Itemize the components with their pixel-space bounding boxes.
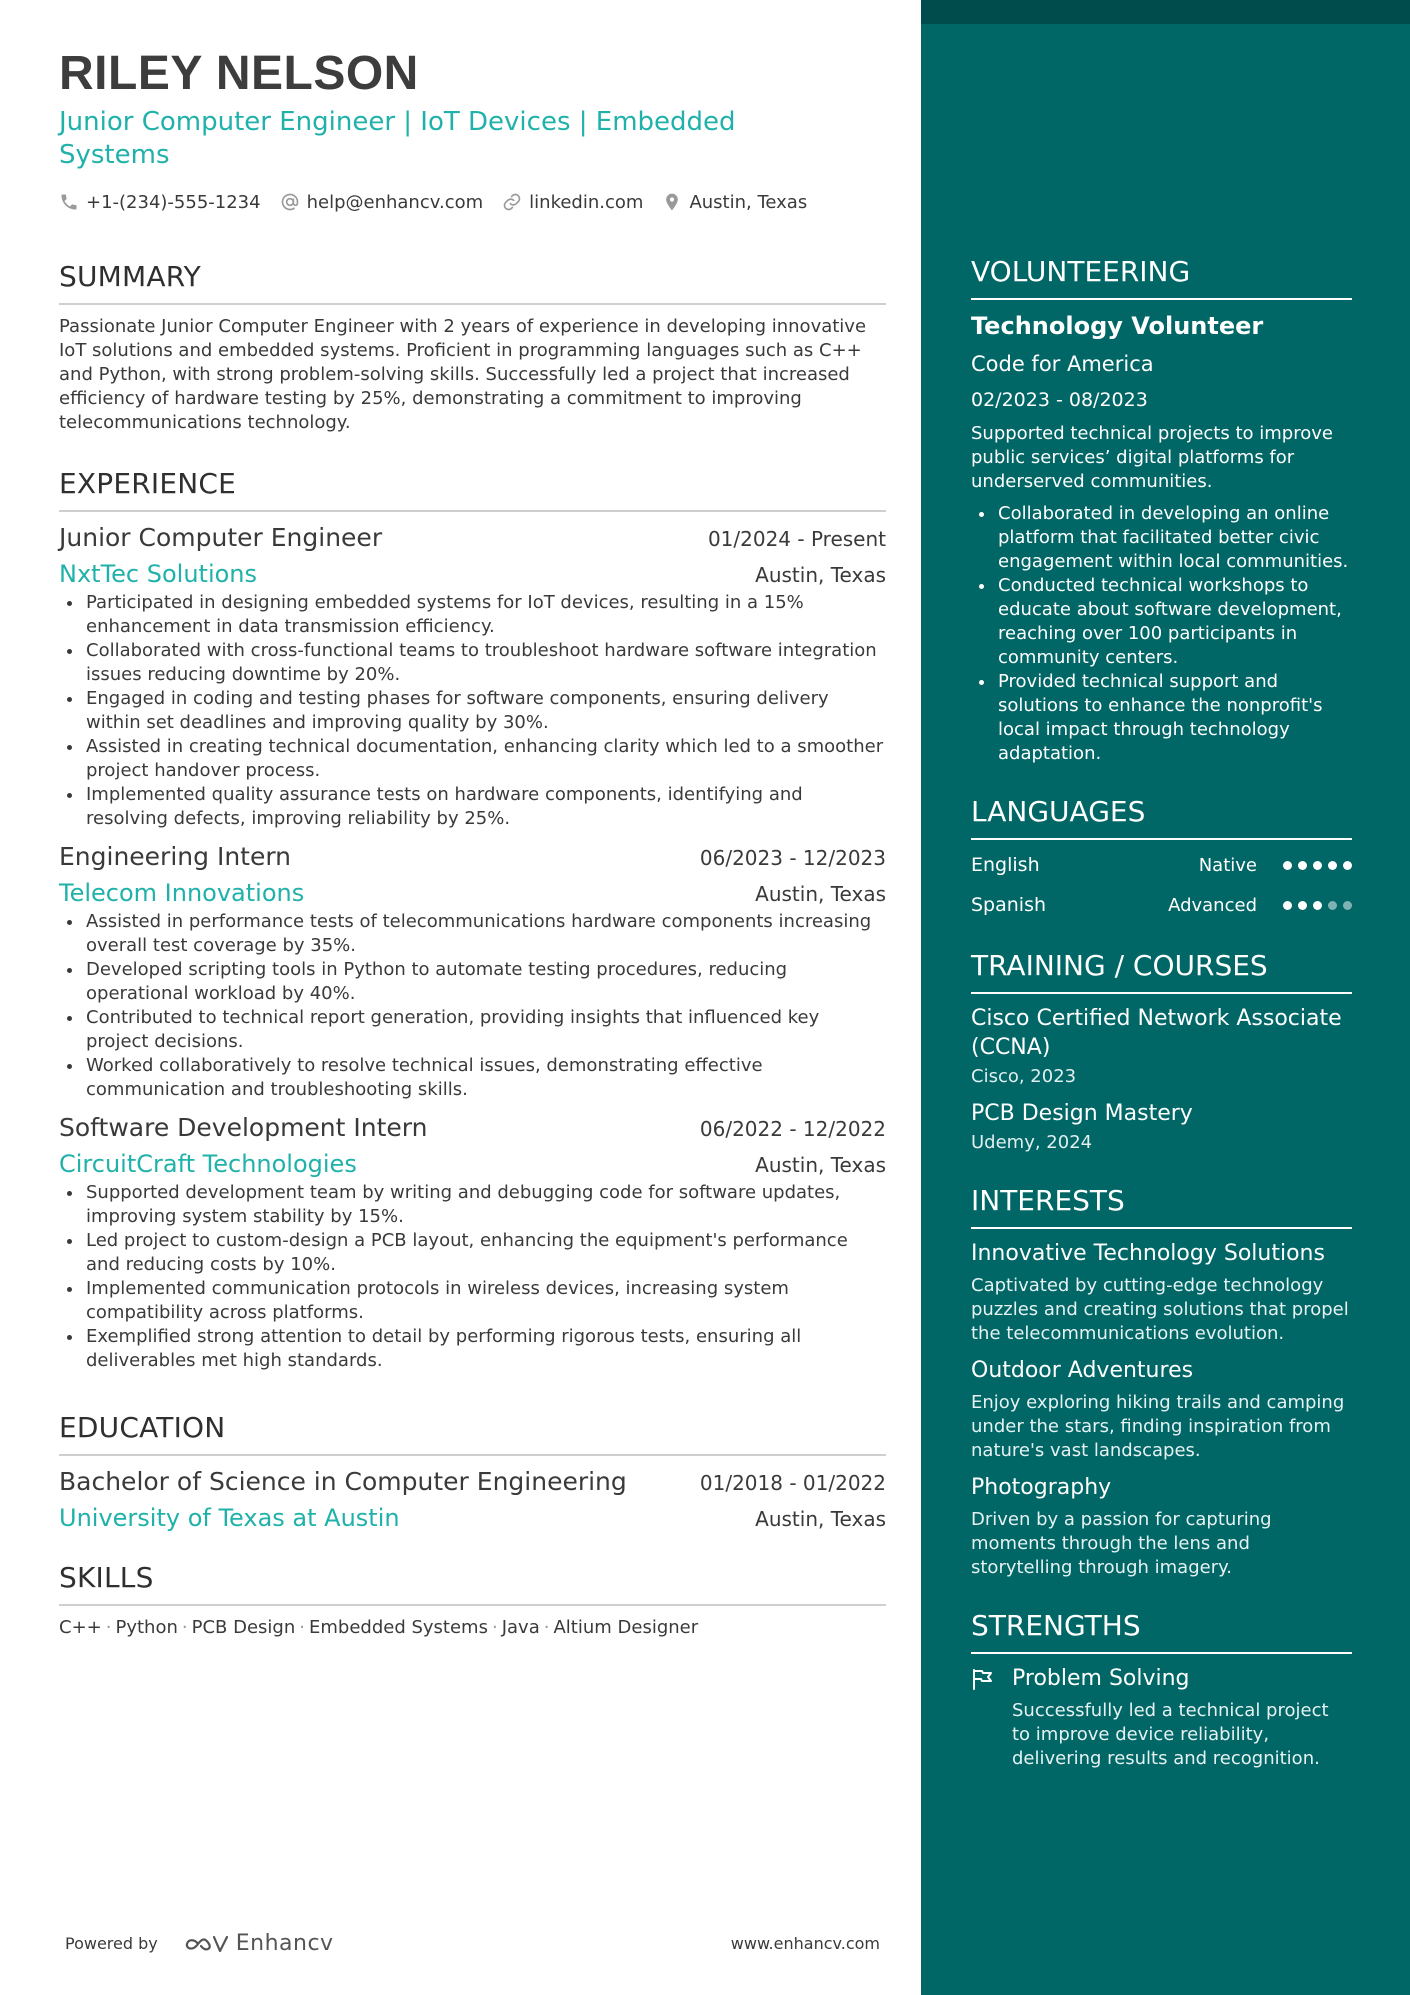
degree-name: Bachelor of Science in Computer Engineering [59,1467,627,1496]
language-name: English [971,854,1040,876]
strengths-section [971,1608,1352,1771]
course-name: PCB Design Mastery [971,1101,1193,1126]
bullet-item: Conducted technical workshops to educate about software development, reaching over 100 participants in community centers. [971,574,1352,670]
flag-icon [971,1668,995,1690]
rating-dot-empty [1328,901,1337,910]
education-entry [59,1466,886,1534]
volunteering-section [971,254,1352,766]
job-title: Software Development Intern [59,1113,428,1142]
phone-icon [59,192,79,212]
brand-name: Enhancv [235,1931,334,1956]
company-name: Telecom Innovations [59,879,305,907]
at-icon [280,192,300,212]
volunteer-bullets [971,502,1352,766]
section-title: SUMMARY [59,259,886,305]
course-item [971,1099,1352,1155]
bullet-item: Contributed to technical report generation, providing insights that influenced key project decisions. [59,1006,886,1054]
rating-dot-filled [1328,861,1337,870]
course-name: Cisco Certified Network Associate (CCNA) [971,1006,1342,1060]
summary-text: Passionate Junior Computer Engineer with 2 years of experience in developing innovative IoT solutions and embedded systems. Proficient in programming languages such as C++ and Python, with strong problem-solving skills. Successfully led a project that increased efficiency of hardware testing by 25%, demonstrating a commitment to improving telecommunications technology. [59,316,867,433]
section-title: STRENGTHS [971,1608,1352,1654]
volunteer-role: Technology Volunteer [971,312,1264,340]
company-name: CircuitCraft Technologies [59,1150,357,1178]
interest-name: Innovative Technology Solutions [971,1241,1325,1266]
bullet-item: Collaborated in developing an online platform that facilitated better civic engagement within local communities. [971,502,1352,574]
language-item [971,850,1352,880]
skill-item: PCB Design [191,1617,296,1638]
bullet-item: Assisted in creating technical documentation, enhancing clarity which led to a smoother project handover process. [59,735,886,783]
rating-dot-filled [1313,901,1322,910]
job-bullets [59,1181,886,1373]
enhancv-logo-icon [184,1932,230,1956]
bullet-item: Exemplified strong attention to detail by performing rigorous tests, ensuring all deliverables met high standards. [59,1325,886,1373]
job-header [59,1112,886,1144]
sidebar [921,0,1410,1995]
education-header [59,1466,886,1498]
job-title: Engineering Intern [59,842,292,871]
strength-description: Successfully led a technical project to improve device reliability, delivering results and recognition. [1012,1700,1329,1769]
company-name: NxtTec Solutions [59,560,258,588]
interest-item [971,1473,1352,1580]
bullet-item: Led project to custom-design a PCB layout, enhancing the equipment's performance and reducing costs by 10%. [59,1229,886,1277]
section-title: EDUCATION [59,1410,886,1456]
skill-item: Java [501,1617,540,1638]
bullet-item: Developed scripting tools in Python to automate testing procedures, reducing operational workload by 40%. [59,958,886,1006]
bullet-item: Provided technical support and solutions to enhance the nonprofit's local impact through technology adaptation. [971,670,1352,766]
section-title: INTERESTS [971,1183,1352,1229]
experience-section [59,466,886,1373]
bullet-item: Participated in designing embedded systems for IoT devices, resulting in a 15% enhancement in data transmission efficiency. [59,591,886,639]
page-footer [65,1931,880,1956]
volunteer-description: Supported technical projects to improve public services’ digital platforms for underserved communities. [971,423,1333,492]
school-name: University of Texas at Austin [59,1504,400,1532]
bullet-item: Implemented communication protocols in wireless devices, increasing system compatibility across platforms. [59,1277,886,1325]
interest-item [971,1239,1352,1346]
job-subheader [59,873,886,909]
skill-item: Altium Designer [553,1617,699,1638]
volunteer-date: 02/2023 - 08/2023 [971,389,1148,411]
job-date: 06/2023 - 12/2023 [699,846,886,870]
location-text: Austin, Texas [689,191,808,213]
bullet-item: Implemented quality assurance tests on hardware components, identifying and resolving defects, improving reliability by 25%. [59,783,886,831]
summary-section [59,259,886,435]
language-rating [1277,861,1352,870]
main-content [59,44,886,1640]
interest-description: Captivated by cutting-edge technology puzzles and creating solutions that propel the telecommunications evolution. [971,1275,1349,1344]
contact-phone[interactable] [59,192,261,213]
course-item [971,1004,1352,1089]
linkedin-text: linkedin.com [529,191,644,213]
enhancv-logo[interactable] [184,1931,334,1956]
job-entry [59,522,886,831]
section-title: VOLUNTEERING [971,254,1352,300]
rating-dot-filled [1343,861,1352,870]
language-item [971,890,1352,920]
contact-linkedin[interactable] [502,192,643,213]
language-name: Spanish [971,894,1047,916]
bullet-item: Supported development team by writing and debugging code for software updates, improving system stability by 15%. [59,1181,886,1229]
language-level: Native [1198,854,1257,876]
school-location: Austin, Texas [755,1507,886,1531]
languages-section [971,794,1352,920]
contact-email[interactable] [280,192,484,213]
job-header [59,522,886,554]
education-subheader [59,1498,886,1534]
job-header [59,841,886,873]
education-section [59,1410,886,1534]
job-bullets [59,591,886,831]
course-meta: Udemy, 2024 [971,1132,1093,1153]
section-title: SKILLS [59,1560,886,1606]
section-title: LANGUAGES [971,794,1352,840]
rating-dot-filled [1283,901,1292,910]
job-location: Austin, Texas [755,882,886,906]
job-bullets [59,910,886,1102]
footer-branding [65,1931,334,1956]
rating-dot-filled [1283,861,1292,870]
interests-section [971,1183,1352,1580]
rating-dot-filled [1298,901,1307,910]
bullet-item: Engaged in coding and testing phases for software components, ensuring delivery within set deadlines and improving quality by 30%. [59,687,886,735]
contact-location [662,192,807,213]
job-date: 01/2024 - Present [707,527,886,551]
email-text: help@enhancv.com [306,191,484,213]
skills-list: C++ · Python · PCB Design · Embedded Systems · Java · Altium Designer [59,1617,699,1638]
rating-dot-filled [1313,861,1322,870]
rating-dot-filled [1298,861,1307,870]
job-date: 06/2022 - 12/2022 [699,1117,886,1141]
contact-bar [59,190,886,214]
location-pin-icon [662,192,682,212]
job-entry [59,841,886,1102]
interest-item [971,1356,1352,1463]
course-meta: Cisco, 2023 [971,1066,1077,1087]
bullet-item: Assisted in performance tests of telecommunications hardware components increasing overall test coverage by 35%. [59,910,886,958]
skill-item: C++ [59,1617,102,1638]
job-location: Austin, Texas [755,563,886,587]
skill-item: Python [115,1617,178,1638]
interest-description: Enjoy exploring hiking trails and camping under the stars, finding inspiration from nature's vast landscapes. [971,1392,1345,1461]
interest-description: Driven by a passion for capturing moments through the lens and storytelling through imagery. [971,1509,1272,1578]
section-title: EXPERIENCE [59,466,886,512]
rating-dot-empty [1343,901,1352,910]
powered-by-label: Powered by [65,1934,158,1953]
sidebar-content [971,254,1352,1771]
skills-section [59,1560,886,1640]
job-title: Junior Computer Engineer [59,523,383,552]
volunteer-org: Code for America [971,352,1154,376]
sidebar-top-band [921,0,1410,24]
bullet-item: Collaborated with cross-functional teams to troubleshoot hardware software integration issues reducing downtime by 20%. [59,639,886,687]
job-subheader [59,554,886,590]
section-title: TRAINING / COURSES [971,948,1352,994]
link-icon [502,192,522,212]
strength-item [971,1664,1352,1693]
bullet-item: Worked collaboratively to resolve technical issues, demonstrating effective communication and troubleshooting skills. [59,1054,886,1102]
candidate-name: RILEY NELSON [59,47,419,100]
training-section [971,948,1352,1155]
candidate-headline: Junior Computer Engineer | IoT Devices | Embedded Systems [59,107,736,170]
phone-text: +1-(234)-555-1234 [86,191,261,213]
job-location: Austin, Texas [755,1153,886,1177]
language-level: Advanced [1168,894,1257,916]
language-rating [1277,901,1352,910]
footer-url[interactable]: www.enhancv.com [730,1934,880,1953]
job-subheader [59,1144,886,1180]
interest-name: Photography [971,1475,1112,1500]
job-entry [59,1112,886,1373]
strength-name: Problem Solving [1012,1666,1190,1691]
education-date: 01/2018 - 01/2022 [699,1471,886,1495]
interest-name: Outdoor Adventures [971,1358,1194,1383]
skill-item: Embedded Systems [308,1617,488,1638]
